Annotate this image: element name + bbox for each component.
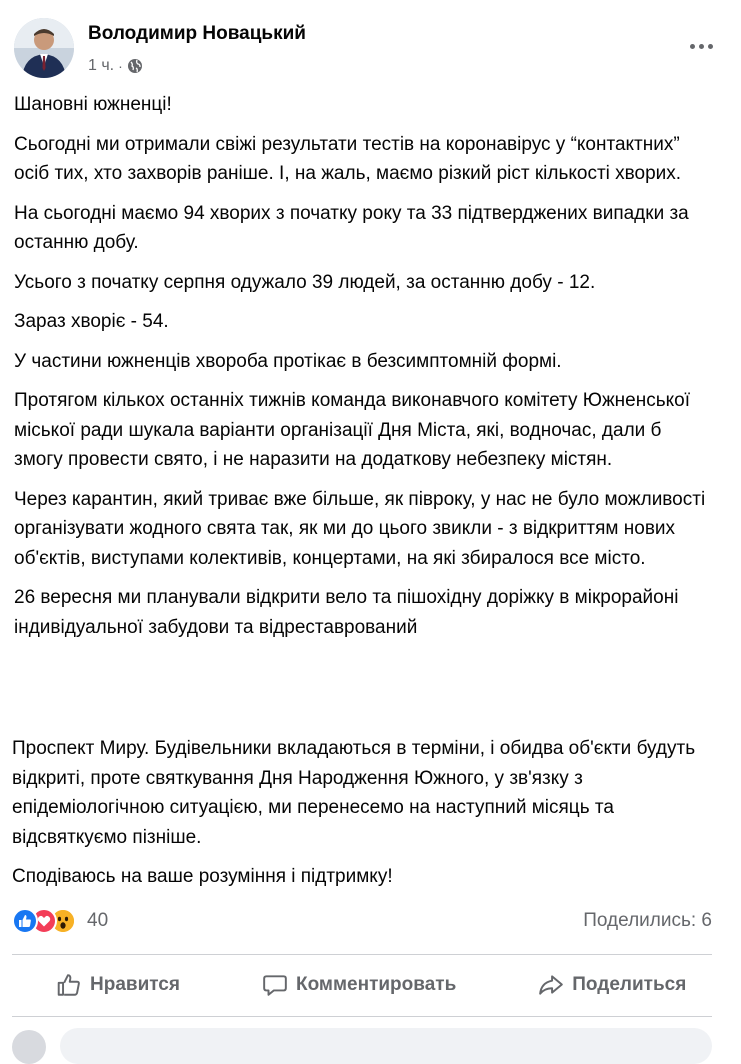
globe-icon <box>127 58 143 74</box>
post-meta <box>88 57 143 75</box>
comment-composer <box>12 1026 712 1056</box>
post-paragraph: 26 вересня ми планували відкрити вело та пішохідну доріжку в мікрорайоні індивідуальної забудови та відреставрований <box>14 587 679 638</box>
author-avatar[interactable] <box>14 18 74 78</box>
dot-icon <box>690 44 695 49</box>
post-stats <box>12 903 712 939</box>
post-time[interactable]: 1 ч. <box>88 57 115 74</box>
divider <box>12 954 712 955</box>
post-paragraph: На сьогодні маємо 94 хворих з початку року та 33 підтверджених випадки за останню добу. <box>14 202 689 253</box>
comment-label: Комментировать <box>295 974 457 995</box>
author-name[interactable]: Володимир Новацький <box>88 23 306 44</box>
post-paragraph: Через карантин, який триває вже більше, як півроку, у нас не було можливості організувати жодного свята так, як ми до цього звикли - з відкриттям нових об'єктів, виступами колективів, концертами, на які збиралося все місто. <box>14 488 706 569</box>
like-label: Нравится <box>90 974 180 995</box>
comment-icon <box>262 972 288 998</box>
post-paragraph: Проспект Миру. Будівельники вкладаються в терміни, і обидва об'єкти будуть відкриті, проте святкування Дня Народження Южного, у зв'язку з епідеміологічною ситуацією, ми перенесемо на наступний місяць та відсвяткуємо пізніше. <box>12 738 696 848</box>
meta-separator: · <box>118 58 123 74</box>
comment-input[interactable] <box>60 1028 712 1064</box>
post-actions <box>12 962 712 1008</box>
comment-button[interactable] <box>220 972 496 998</box>
like-icon <box>12 908 38 934</box>
post-body-continuation <box>12 734 722 902</box>
post-header <box>14 18 727 82</box>
post-paragraph: Усього з початку серпня одужало 39 людей, за останню добу - 12. <box>14 271 596 293</box>
post-paragraph: Зараз хворіє - 54. <box>14 311 169 332</box>
post-body <box>14 90 714 730</box>
post-paragraph: Протягом кількох останніх тижнів команда виконавчого комітету Южненської міської ради шукала варіанти організації Дня Міста, які, водночас, дали б змогу провести свято, і не наразити на додаткову небезпеку містян. <box>14 390 690 470</box>
divider <box>12 1016 712 1017</box>
dot-icon <box>699 44 704 49</box>
post-paragraph: Шановні южненці! <box>14 94 172 115</box>
post-paragraph: Сподіваюсь на ваше розуміння і підтримку! <box>12 866 393 887</box>
more-options-button[interactable] <box>683 34 719 58</box>
user-avatar <box>12 1030 46 1064</box>
post-paragraph: У частини южненців хвороба протікає в безсимптомній формі. <box>14 350 562 372</box>
shares-count[interactable]: Поделились: 6 <box>583 910 712 931</box>
dot-icon <box>708 44 713 49</box>
reactions-summary[interactable] <box>12 908 108 934</box>
like-button[interactable] <box>12 972 220 998</box>
thumbs-up-icon <box>56 972 82 998</box>
reactions-count[interactable]: 40 <box>87 910 109 931</box>
post-paragraph: Сьогодні ми отримали свіжі результати тестів на коронавірус у “контактних” осіб тих, хто захворів раніше. І, на жаль, маємо різкий ріст кількості хворих. <box>14 133 682 184</box>
share-icon <box>538 972 564 998</box>
share-button[interactable] <box>496 972 722 998</box>
share-label: Поделиться <box>572 974 687 995</box>
